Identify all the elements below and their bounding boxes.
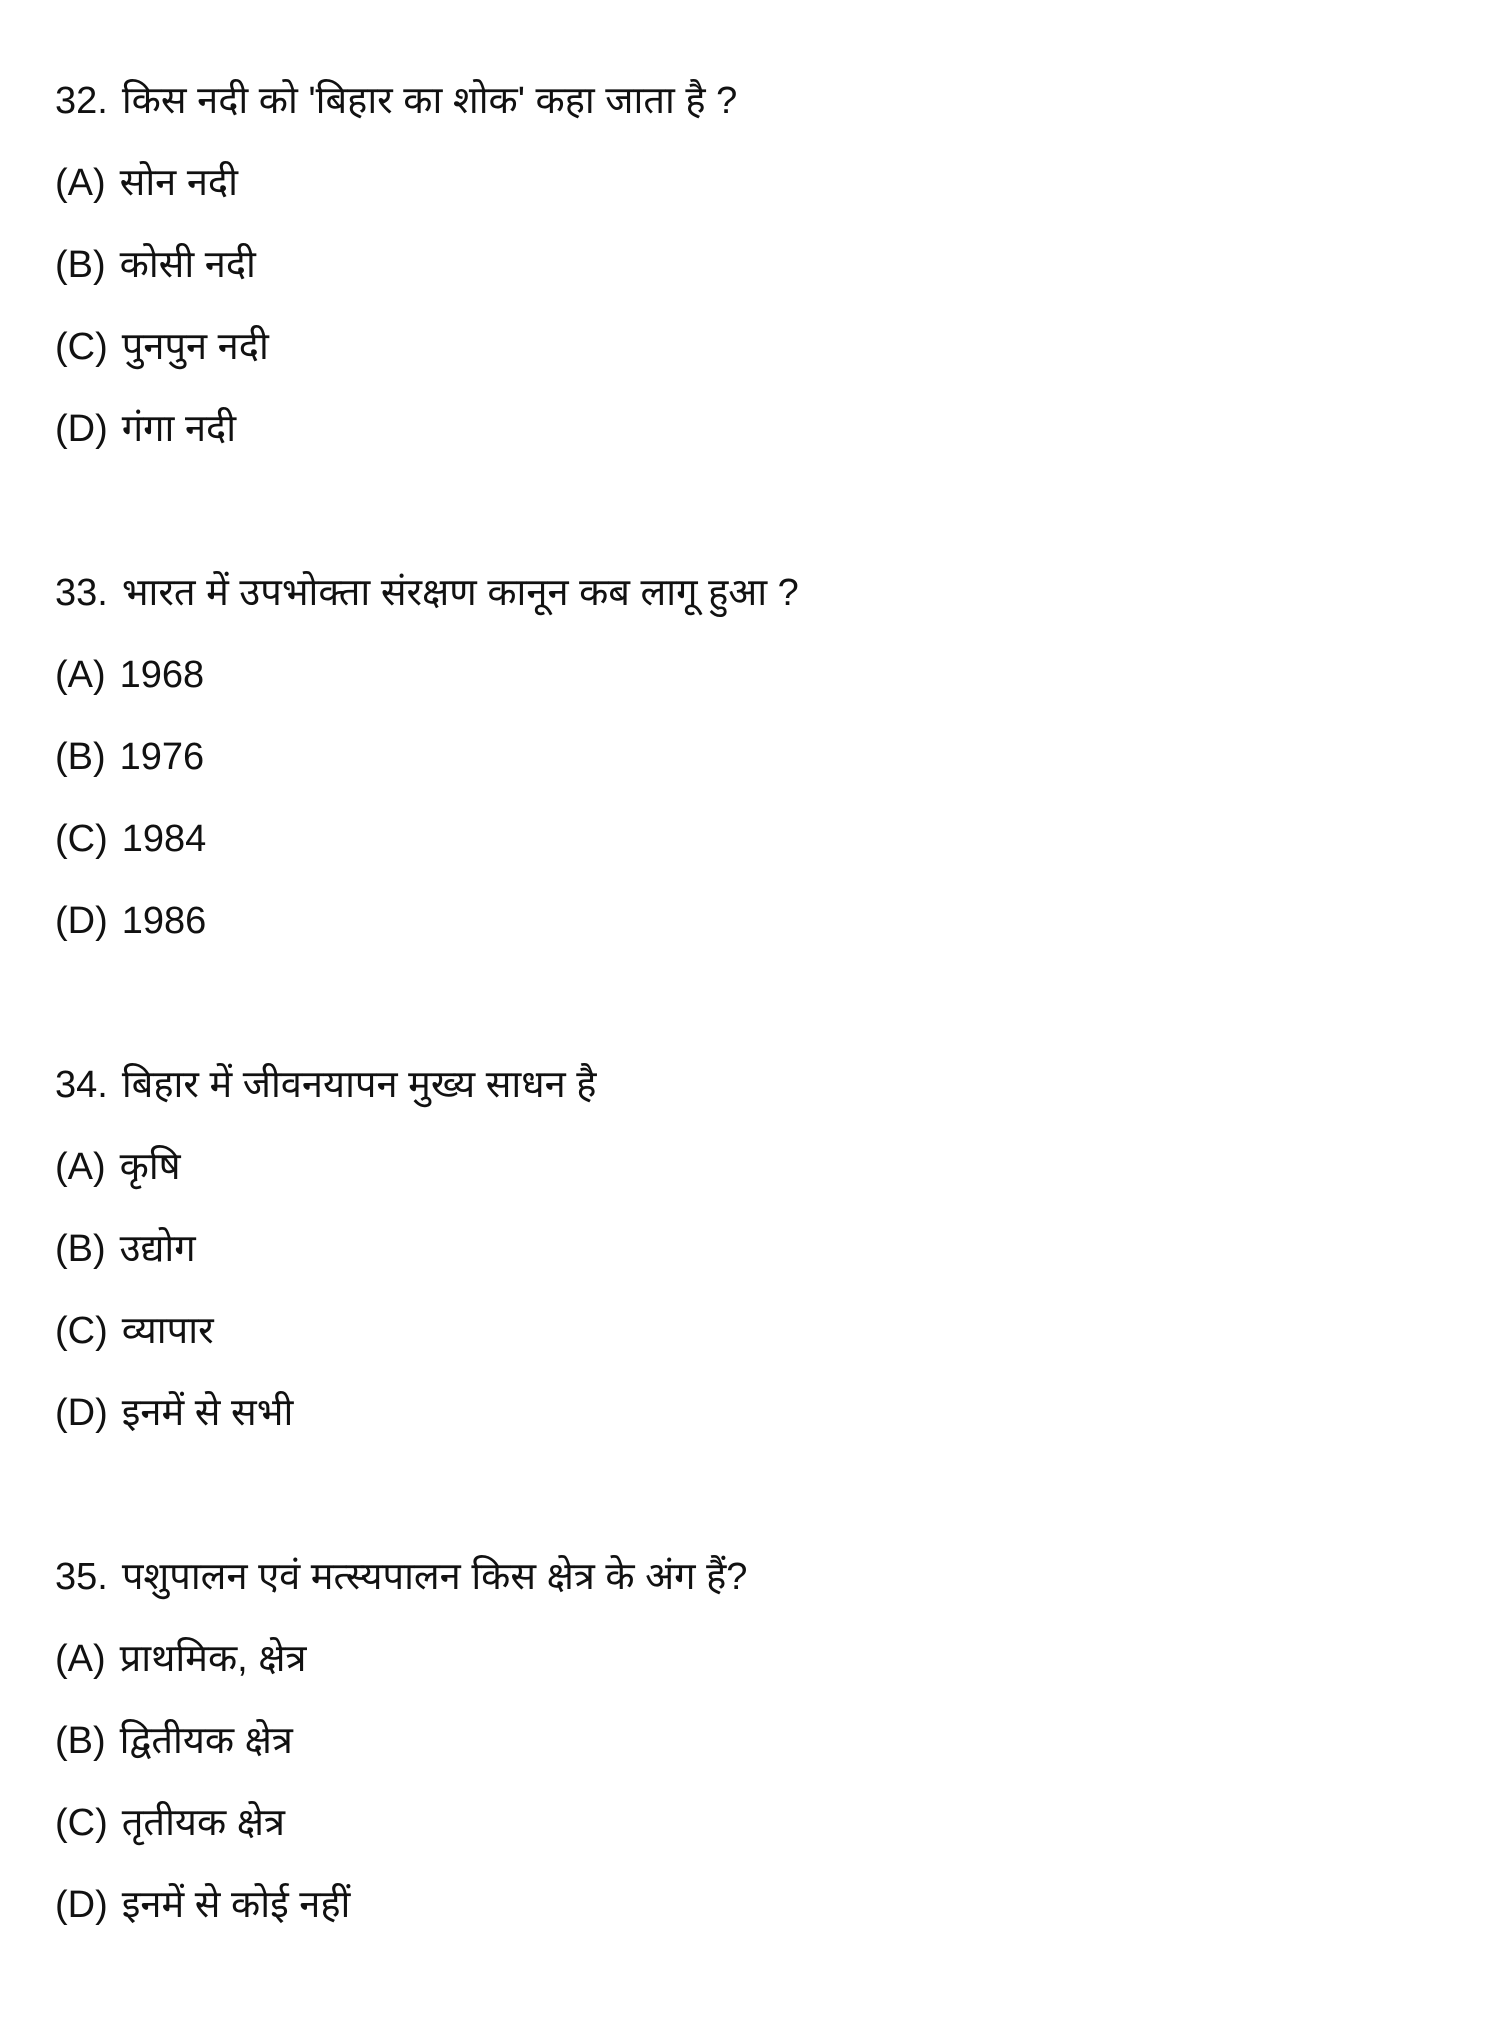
question-number: 34. — [55, 1064, 108, 1106]
question-34 — [55, 1044, 799, 1454]
option-text: व्यापार — [121, 1310, 214, 1352]
question-text — [55, 1536, 799, 1618]
option-a — [55, 1126, 799, 1208]
option-label: (D) — [55, 900, 108, 942]
option-c — [55, 1782, 799, 1864]
question-number: 32. — [55, 80, 108, 122]
option-text: 1986 — [121, 900, 207, 942]
option-text: प्राथमिक, क्षेत्र — [119, 1638, 307, 1680]
option-b — [55, 1208, 799, 1290]
option-label: (B) — [55, 1720, 106, 1762]
question-number: 33. — [55, 572, 108, 614]
question-list — [55, 60, 799, 2028]
option-label: (B) — [55, 736, 106, 778]
option-label: (A) — [55, 162, 106, 204]
option-label: (B) — [55, 1228, 106, 1270]
option-text: तृतीयक क्षेत्र — [121, 1802, 285, 1844]
option-label: (C) — [55, 326, 108, 368]
option-text: पुनपुन नदी — [121, 326, 269, 368]
option-text: कोसी नदी — [119, 244, 256, 286]
question-number: 35. — [55, 1556, 108, 1598]
question-35 — [55, 1536, 799, 1946]
option-text: कृषि — [119, 1146, 181, 1188]
option-c — [55, 1290, 799, 1372]
option-label: (D) — [55, 1392, 108, 1434]
question-32 — [55, 60, 799, 470]
option-label: (C) — [55, 1310, 108, 1352]
option-text: 1976 — [119, 736, 205, 778]
option-d — [55, 1372, 799, 1454]
option-a — [55, 634, 799, 716]
option-d — [55, 880, 799, 962]
option-b — [55, 1700, 799, 1782]
option-text: सोन नदी — [119, 162, 238, 204]
option-label: (A) — [55, 1146, 106, 1188]
question-text — [55, 552, 799, 634]
option-label: (C) — [55, 1802, 108, 1844]
option-label: (D) — [55, 408, 108, 450]
question-label: पशुपालन एवं मत्स्यपालन किस क्षेत्र के अंग हैं? — [121, 1556, 748, 1598]
option-label: (C) — [55, 818, 108, 860]
question-text — [55, 1044, 799, 1126]
question-33 — [55, 552, 799, 962]
question-text — [55, 60, 799, 142]
option-text: उद्योग — [119, 1228, 196, 1270]
option-b — [55, 716, 799, 798]
question-label: बिहार में जीवनयापन मुख्य साधन है — [121, 1064, 597, 1106]
option-d — [55, 1864, 799, 1946]
option-label: (D) — [55, 1884, 108, 1926]
option-text: द्वितीयक क्षेत्र — [119, 1720, 293, 1762]
question-label: किस नदी को 'बिहार का शोक' कहा जाता है ? — [121, 80, 738, 122]
option-label: (A) — [55, 654, 106, 696]
option-text: 1984 — [121, 818, 207, 860]
option-text: गंगा नदी — [121, 408, 237, 450]
option-a — [55, 1618, 799, 1700]
option-a — [55, 142, 799, 224]
option-text: इनमें से सभी — [121, 1392, 294, 1434]
option-c — [55, 306, 799, 388]
option-text: 1968 — [119, 654, 205, 696]
option-label: (B) — [55, 244, 106, 286]
option-c — [55, 798, 799, 880]
option-label: (A) — [55, 1638, 106, 1680]
question-label: भारत में उपभोक्ता संरक्षण कानून कब लागू हुआ ? — [121, 572, 799, 614]
option-b — [55, 224, 799, 306]
option-text: इनमें से कोई नहीं — [121, 1884, 351, 1926]
option-d — [55, 388, 799, 470]
